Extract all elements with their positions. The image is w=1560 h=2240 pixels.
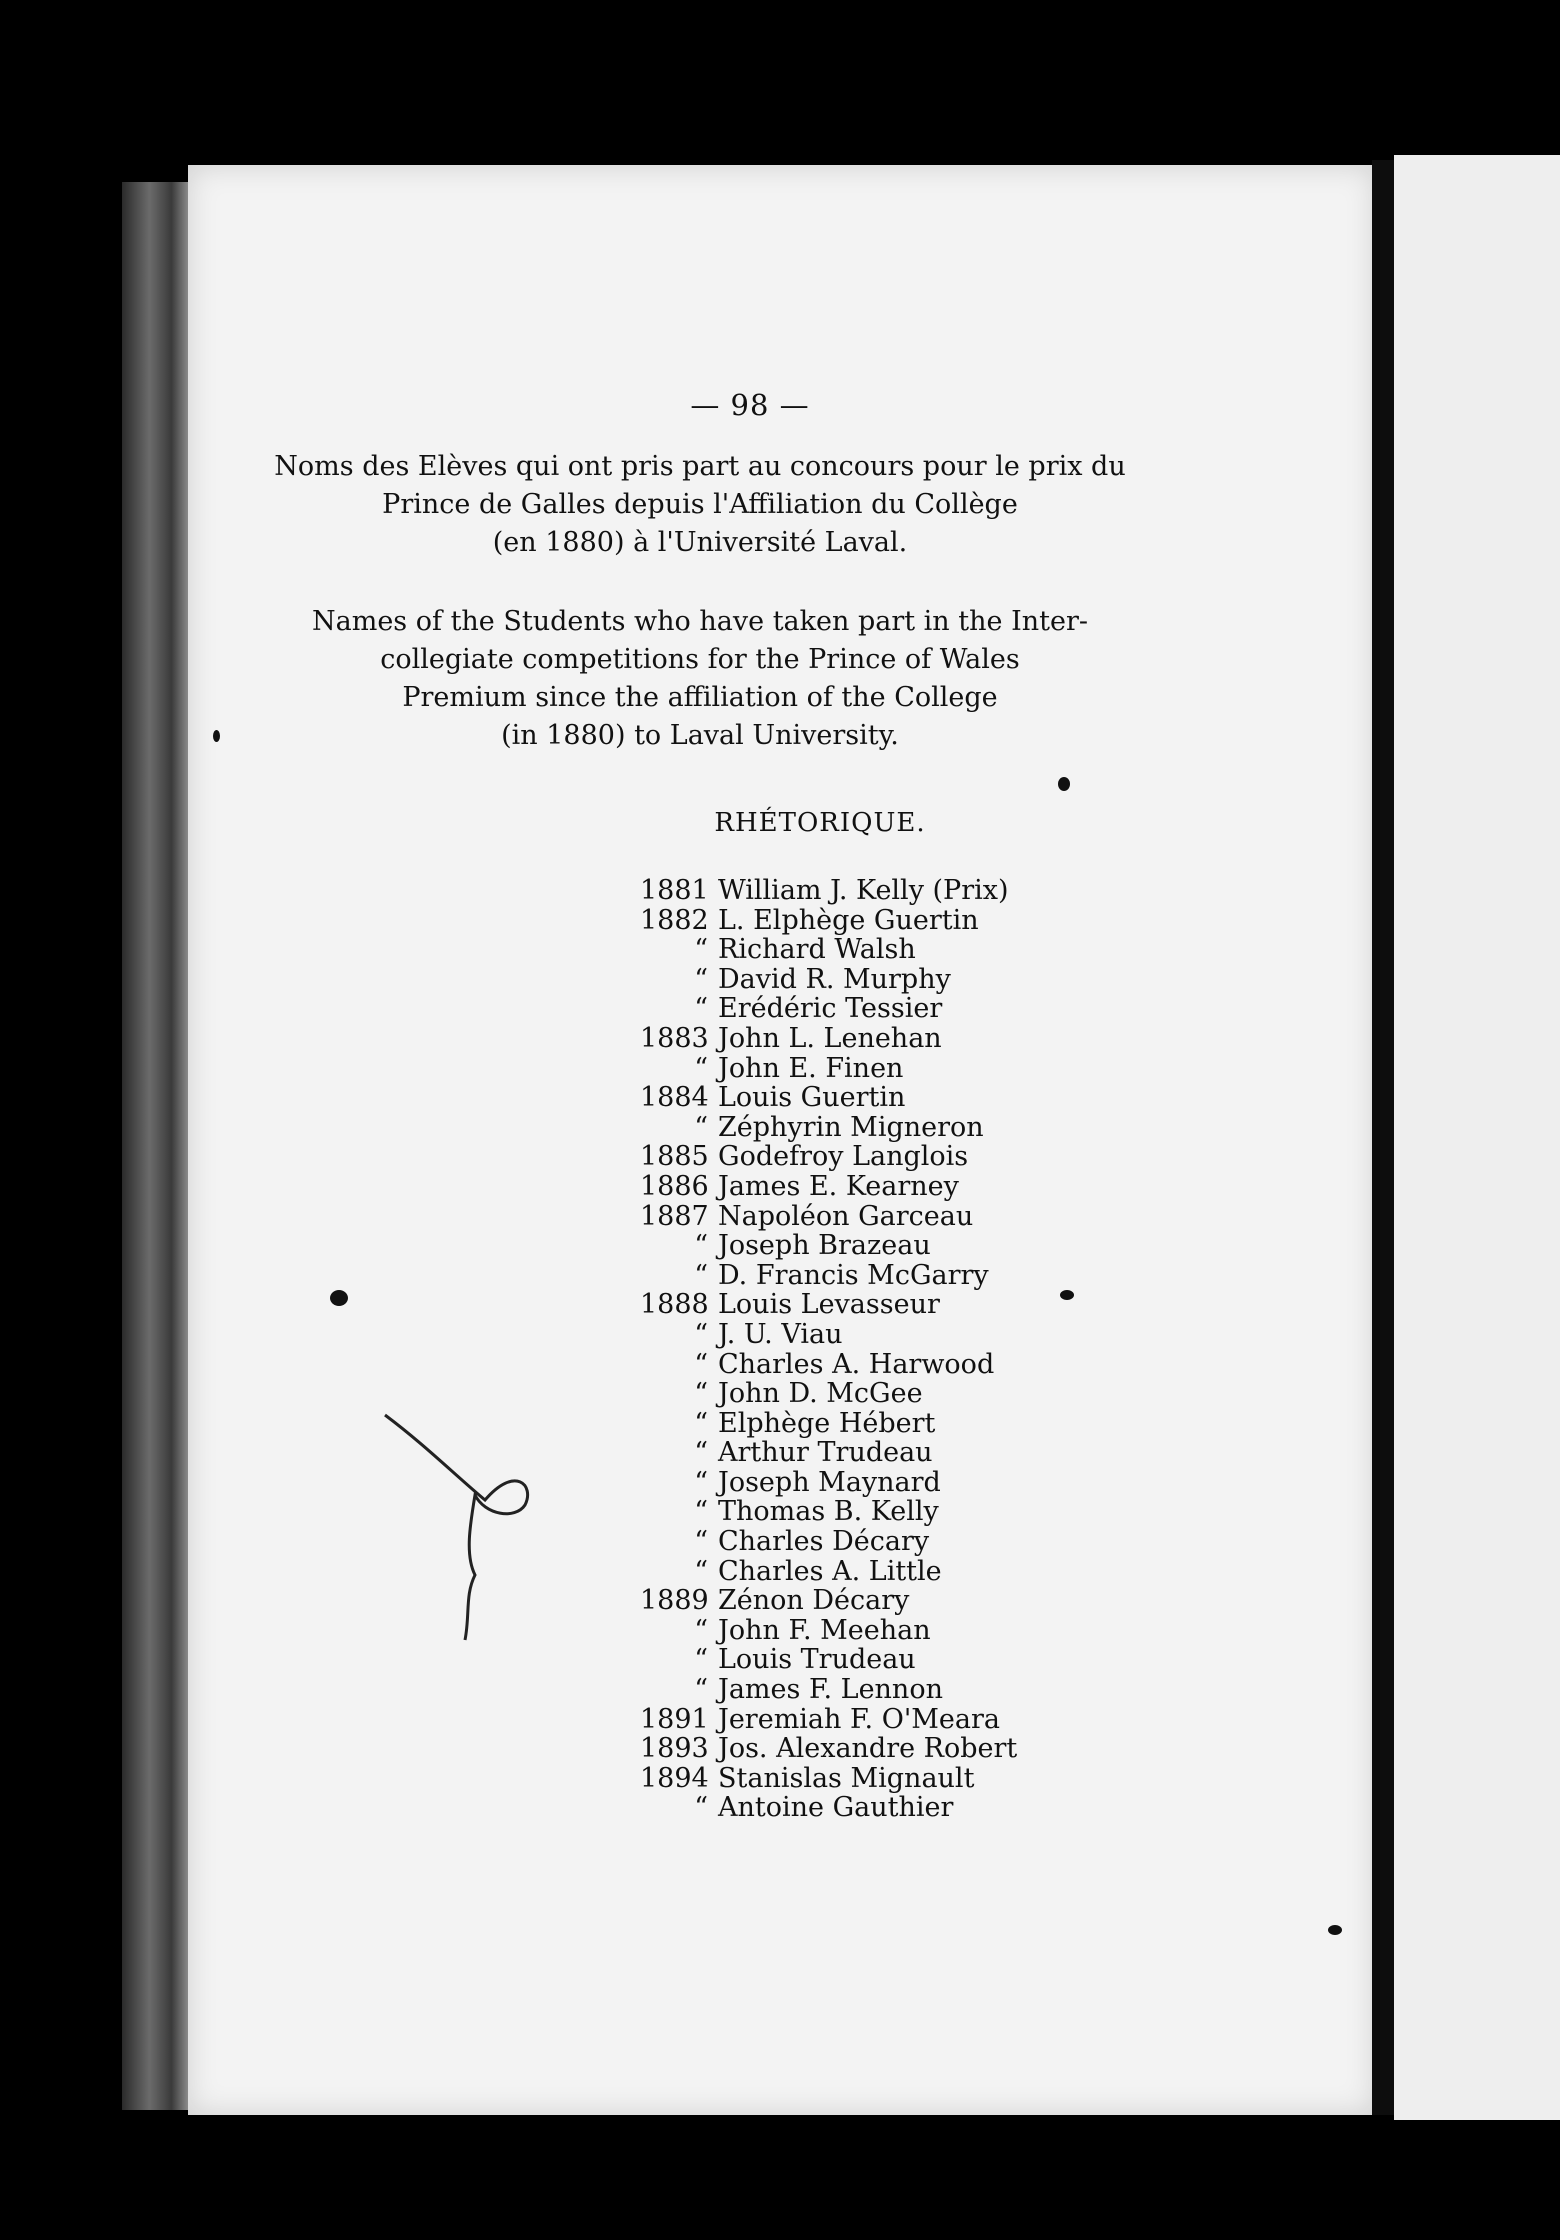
page-gutter <box>1372 160 1394 2115</box>
list-item <box>640 965 1100 995</box>
entry-year: “ <box>694 1674 708 1706</box>
entry-name: Jos. Alexandre Robert <box>718 1733 1018 1765</box>
french-heading-line: Noms des Elèves qui ont pris part au concours pour le prix du <box>274 451 1126 482</box>
entry-name: Jeremiah F. O'Meara <box>718 1703 1000 1735</box>
list-item <box>640 935 1100 965</box>
entry-year: “ <box>694 1378 708 1410</box>
entry-name: John E. Finen <box>718 1052 904 1084</box>
list-item <box>640 1231 1100 1261</box>
ink-blot <box>213 730 220 742</box>
entry-year: 1884 <box>640 1082 709 1114</box>
list-item <box>640 1468 1100 1498</box>
entry-name: Zéphyrin Migneron <box>718 1111 984 1143</box>
english-heading <box>270 603 1130 755</box>
entry-name: Stanislas Mignault <box>718 1762 975 1794</box>
entry-name: Napoléon Garceau <box>718 1200 974 1232</box>
entry-year: 1894 <box>640 1762 709 1794</box>
entry-name: Godefroy Langlois <box>718 1141 969 1173</box>
entry-name: William J. Kelly (Prix) <box>718 875 1009 906</box>
list-item <box>640 1734 1100 1764</box>
list-item <box>640 876 1100 906</box>
list-item <box>640 1054 1100 1084</box>
french-heading-line: (en 1880) à l'Université Laval. <box>492 527 908 558</box>
list-item <box>640 1113 1100 1143</box>
student-list <box>640 876 1100 1823</box>
entry-name: Louis Levasseur <box>718 1289 940 1321</box>
list-item <box>640 1350 1100 1380</box>
entry-year: “ <box>694 1318 708 1350</box>
entry-year: “ <box>694 1437 708 1469</box>
list-item <box>640 1202 1100 1232</box>
entry-name: John L. Lenehan <box>718 1022 942 1054</box>
entry-year: 1889 <box>640 1585 709 1617</box>
list-item <box>640 1616 1100 1646</box>
list-item <box>640 1497 1100 1527</box>
entry-name: Elphège Hébert <box>718 1407 936 1439</box>
entry-year: “ <box>694 1052 708 1084</box>
ink-blot <box>330 1290 348 1306</box>
entry-year: “ <box>694 963 708 995</box>
list-item <box>640 1379 1100 1409</box>
entry-year: “ <box>694 1614 708 1646</box>
entry-year: “ <box>694 1555 708 1587</box>
entry-year: “ <box>694 934 708 966</box>
list-item <box>640 1586 1100 1616</box>
entry-year: “ <box>694 1230 708 1262</box>
entry-name: John D. McGee <box>718 1378 923 1410</box>
list-item <box>640 1083 1100 1113</box>
list-item <box>640 906 1100 936</box>
entry-year: “ <box>694 1259 708 1291</box>
entry-name: Charles A. Little <box>718 1555 942 1587</box>
entry-name: Arthur Trudeau <box>718 1437 933 1469</box>
entry-name: D. Francis McGarry <box>718 1259 989 1291</box>
entry-year: “ <box>694 1644 708 1676</box>
list-item <box>640 1705 1100 1735</box>
entry-year: 1888 <box>640 1289 709 1321</box>
english-heading-line: (in 1880) to Laval University. <box>501 720 899 751</box>
entry-name: James E. Kearney <box>718 1170 959 1202</box>
entry-year: 1883 <box>640 1022 709 1054</box>
entry-year: 1885 <box>640 1141 709 1173</box>
pen-scribble <box>375 1405 555 1665</box>
list-item <box>640 1320 1100 1350</box>
entry-name: Charles A. Harwood <box>718 1348 995 1380</box>
english-heading-line: collegiate competitions for the Prince of Wales <box>380 644 1020 675</box>
entry-name: Zénon Décary <box>718 1585 910 1617</box>
french-heading-line: Prince de Galles depuis l'Affiliation du Collège <box>382 489 1018 520</box>
ink-blot <box>1328 1925 1342 1935</box>
entry-name: Louis Trudeau <box>718 1644 916 1676</box>
list-item <box>640 1142 1100 1172</box>
list-item <box>640 1527 1100 1557</box>
list-item <box>640 1764 1100 1794</box>
french-heading <box>270 448 1130 562</box>
entry-name: Thomas B. Kelly <box>718 1496 939 1528</box>
entry-name: Charles Décary <box>718 1526 930 1558</box>
page-number: — 98 — <box>690 388 810 422</box>
list-item <box>640 1290 1100 1320</box>
entry-year: 1893 <box>640 1733 709 1765</box>
entry-year: “ <box>694 1407 708 1439</box>
entry-year: 1882 <box>640 904 709 936</box>
english-heading-line: Premium since the affiliation of the College <box>402 682 998 713</box>
entry-year: 1886 <box>640 1170 709 1202</box>
list-item <box>640 1438 1100 1468</box>
adjacent-page <box>1394 155 1560 2120</box>
entry-name: J. U. Viau <box>718 1318 843 1350</box>
list-item <box>640 994 1100 1024</box>
entry-name: Joseph Brazeau <box>718 1230 931 1262</box>
section-title: RHÉTORIQUE. <box>714 808 926 838</box>
list-item <box>640 1024 1100 1054</box>
entry-year: “ <box>694 1496 708 1528</box>
entry-year: 1887 <box>640 1200 709 1232</box>
list-item <box>640 1557 1100 1587</box>
entry-year: “ <box>694 1348 708 1380</box>
list-item <box>640 1172 1100 1202</box>
entry-name: Antoine Gauthier <box>718 1792 954 1824</box>
list-item <box>640 1675 1100 1705</box>
entry-name: Richard Walsh <box>718 934 916 966</box>
entry-year: 1881 <box>640 875 709 906</box>
entry-name: James F. Lennon <box>718 1674 943 1706</box>
entry-name: Louis Guertin <box>718 1082 906 1114</box>
list-item <box>640 1261 1100 1291</box>
entry-name: L. Elphège Guertin <box>718 904 979 936</box>
entry-year: “ <box>694 1111 708 1143</box>
entry-name: David R. Murphy <box>718 963 951 995</box>
entry-year: 1891 <box>640 1703 709 1735</box>
ink-blot <box>1058 777 1070 791</box>
entry-year: “ <box>694 1792 708 1824</box>
entry-year: “ <box>694 1466 708 1498</box>
entry-name: Joseph Maynard <box>718 1466 941 1498</box>
entry-name: Erédéric Tessier <box>718 993 943 1025</box>
list-item <box>640 1409 1100 1439</box>
list-item <box>640 1793 1100 1823</box>
entry-year: “ <box>694 1526 708 1558</box>
entry-year: “ <box>694 993 708 1025</box>
entry-name: John F. Meehan <box>718 1614 931 1646</box>
list-item <box>640 1645 1100 1675</box>
english-heading-line: Names of the Students who have taken part in the Inter- <box>312 606 1088 637</box>
